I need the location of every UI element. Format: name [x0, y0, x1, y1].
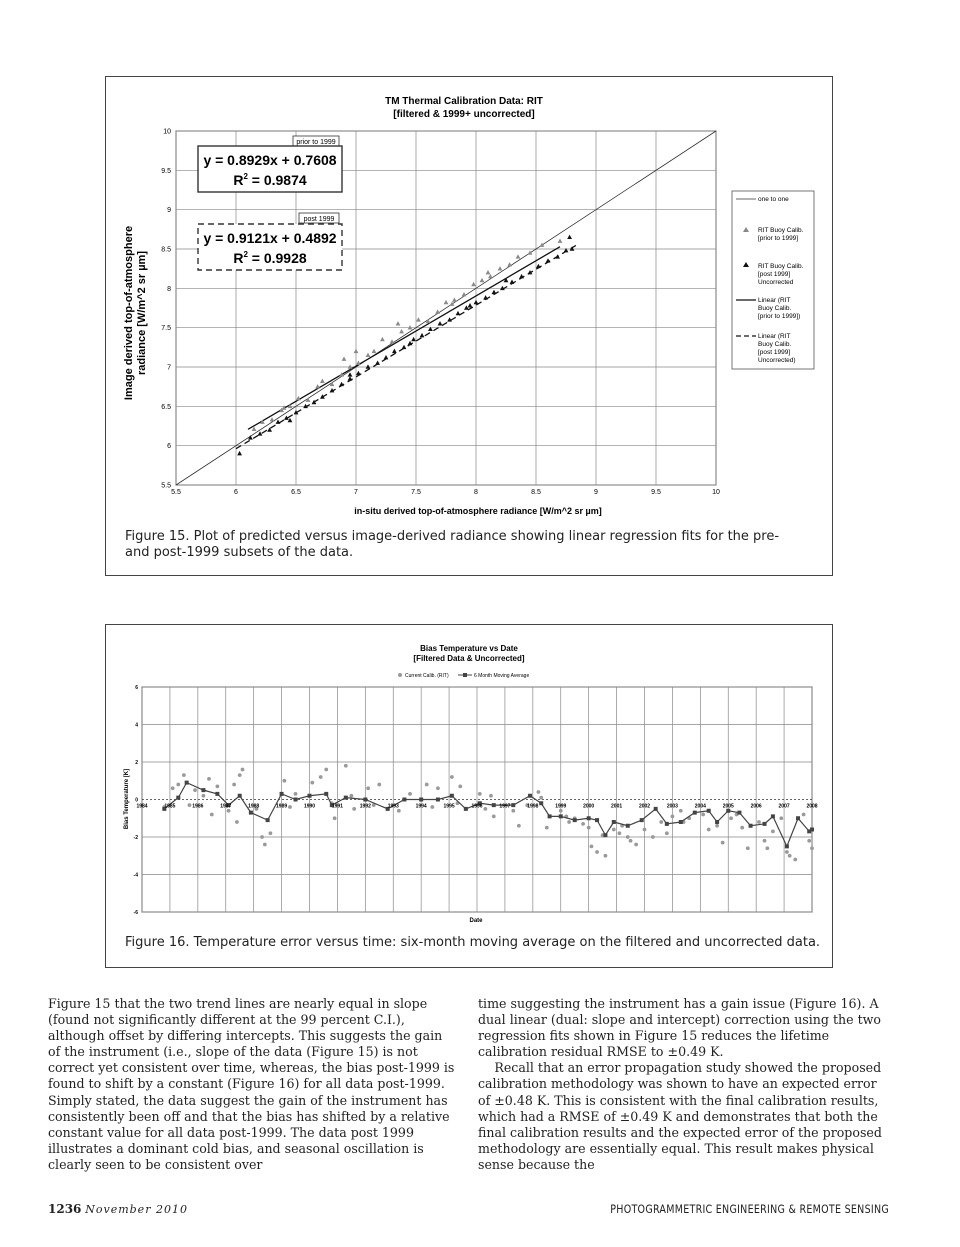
bias-point — [408, 792, 412, 796]
bias-point — [629, 839, 633, 843]
footer-page-info — [48, 1202, 188, 1216]
x-tick-label: 1985 — [164, 803, 176, 810]
bias-point — [263, 843, 267, 847]
x-tick-label: 1999 — [555, 803, 567, 810]
bias-point — [202, 794, 206, 798]
moving-average-marker — [640, 818, 644, 822]
x-tick-label: 1987 — [220, 803, 232, 810]
bias-point — [182, 773, 186, 777]
moving-average-marker — [492, 803, 496, 807]
bias-point — [210, 813, 214, 817]
eq-pre-tag: prior to 1999 — [296, 139, 336, 146]
bias-point — [651, 835, 655, 839]
bias-point — [679, 809, 683, 813]
moving-average-marker — [559, 814, 563, 818]
bias-point — [537, 790, 541, 794]
bias-point — [188, 803, 192, 807]
legend-pre-linear-l2: Buoy Calib. — [758, 305, 792, 312]
x-tick-label: 1990 — [303, 803, 316, 810]
legend-pre-linear-l1: Linear (RIT — [758, 297, 791, 304]
y-tick-label: 8 — [167, 285, 171, 293]
bias-point — [238, 773, 242, 777]
bias-point — [235, 820, 239, 824]
bias-point — [450, 775, 454, 779]
x-tick-label: 10 — [712, 489, 720, 496]
bias-point — [366, 786, 370, 790]
x-tick-label: 1996 — [471, 803, 483, 810]
y-tick-label: 10 — [163, 128, 171, 136]
moving-average-marker — [324, 792, 328, 796]
bias-point — [489, 794, 493, 798]
x-tick-label: 6.5 — [291, 489, 301, 496]
legend-post-points-l3: Uncorrected — [758, 279, 794, 286]
moving-average-marker — [185, 781, 189, 785]
moving-average-marker — [249, 811, 253, 815]
chart-calibration-scatter — [106, 77, 832, 527]
figure-16 — [105, 624, 833, 968]
y-tick-label: 2 — [135, 760, 138, 766]
moving-average-marker — [679, 820, 683, 824]
bias-point — [612, 828, 616, 832]
eq-post-equation: y = 0.9121x + 0.4892 — [203, 230, 337, 246]
moving-average-marker — [511, 803, 515, 807]
bias-point — [324, 768, 328, 772]
y-tick-label: -2 — [133, 835, 138, 841]
y-tick-label: -4 — [133, 872, 138, 879]
x-tick-label: 9.5 — [651, 489, 661, 496]
x-tick-label: 1989 — [276, 803, 288, 810]
moving-average-marker — [595, 818, 599, 822]
bias-point — [511, 809, 515, 813]
bias-point — [715, 824, 719, 828]
moving-average-marker — [612, 820, 616, 824]
x-tick-label: 7.5 — [411, 489, 421, 496]
bias-point — [458, 784, 462, 788]
bias-point — [590, 844, 594, 848]
eq-post-tag: post 1999 — [303, 216, 335, 223]
bias-point — [746, 846, 750, 850]
figure-16-caption: Figure 16. Temperature error versus time: six-month moving average on the filtered and uncorrected data. — [125, 935, 821, 950]
page-number: 1236 — [48, 1202, 82, 1216]
moving-average-marker — [402, 798, 406, 802]
chart-bias-temperature — [106, 625, 832, 930]
bias-point — [260, 835, 264, 839]
legend16-point-swatch — [398, 673, 402, 677]
x-tick-label: 9 — [594, 489, 598, 496]
y-tick-label: 5.5 — [161, 482, 171, 490]
legend-post-linear-l2: Buoy Calib. — [758, 341, 792, 348]
moving-average-marker — [665, 822, 669, 826]
y-tick-label: 7 — [167, 364, 171, 372]
legend-pre-points-l2: [prior to 1999] — [758, 235, 799, 242]
chart15-ylabel-line2: radiance [W/m^2 sr µm] — [136, 250, 148, 376]
y-tick-label: 6 — [135, 685, 138, 691]
moving-average-marker — [528, 794, 532, 798]
moving-average-marker — [715, 820, 719, 824]
bias-point — [807, 839, 811, 843]
moving-average-marker — [450, 794, 454, 798]
bias-point — [788, 854, 792, 858]
bias-point — [425, 783, 429, 787]
bias-point — [288, 805, 292, 809]
moving-average-marker — [749, 824, 753, 828]
moving-average-marker — [785, 844, 789, 848]
moving-average-marker — [215, 792, 219, 796]
x-tick-label: 7 — [354, 489, 358, 496]
moving-average-marker — [573, 818, 577, 822]
moving-average-marker — [238, 794, 242, 798]
bias-point — [232, 783, 236, 787]
bias-point — [333, 816, 337, 820]
bias-point — [310, 781, 314, 785]
x-tick-label: 1984 — [136, 803, 148, 810]
x-tick-label: 8.5 — [531, 489, 541, 496]
bias-point — [478, 792, 482, 796]
legend-post-points-l1: RIT Buoy Calib. — [758, 263, 804, 270]
bias-point — [207, 777, 211, 781]
moving-average-marker — [810, 828, 814, 832]
moving-average-marker — [266, 818, 270, 822]
legend16-average-marker — [463, 673, 467, 677]
moving-average-marker — [363, 798, 367, 802]
bias-point — [344, 764, 348, 768]
moving-average-marker — [419, 798, 423, 802]
bias-point — [215, 784, 219, 788]
bias-point — [643, 828, 647, 832]
x-tick-label: 1991 — [331, 803, 343, 810]
paragraph: Recall that an error propagation study showed the proposed calibration methodology was shown to have an expected error of ±0.48 K. This is consistent with the final calibration results, which had a RMSE of ±0.49 K and demonstrates that both the final calibration results and the expected error of the proposed methodology are essentially equal. This result makes physical sense because the — [478, 1060, 882, 1172]
x-tick-label: 1995 — [443, 803, 455, 810]
x-tick-label: 2005 — [722, 803, 734, 810]
bias-point — [517, 824, 521, 828]
moving-average-marker — [707, 809, 711, 813]
moving-average-marker — [308, 794, 312, 798]
bias-point — [757, 820, 761, 824]
x-tick-label: 2001 — [611, 803, 623, 810]
x-tick-label: 1997 — [499, 803, 511, 810]
x-tick-label: 2006 — [750, 803, 762, 810]
moving-average-marker — [176, 796, 180, 800]
y-tick-label: 8.5 — [161, 246, 171, 254]
eq-post-r2: $R^2 = 0.9928$ — [233, 250, 307, 266]
y-tick-label: 6.5 — [161, 403, 171, 411]
chart15-ylabel-line1: Image derived top-of-atmosphere — [123, 225, 135, 401]
chart16-ylabel: Bias Temperature [K] — [124, 768, 130, 830]
bias-point — [430, 805, 434, 809]
x-tick-label: 2007 — [778, 803, 790, 810]
paragraph: Figure 15 that the two trend lines are nearly equal in slope (found not significantly different at the 99 percent C.I.), although offset by differing intercepts. This suggests the gain of the instrument (i.e., slope of the data (Figure 15) is not correct yet consistent over time, whereas, the bias post-1999 is found to shift by a constant (Figure 16) for all data post-1999. Simply stated, the data suggest the gain of the instrument has consistently been off and that the bias has shifted by a relative constant value for all data post-1999. The data post 1999 illustrates a dominant cold bias, and seasonal oscillation is clearly seen to be consistent over — [48, 996, 455, 1172]
bias-point — [626, 835, 630, 839]
paragraph: time suggesting the instrument has a gain issue (Figure 16). A dual linear (dual: slope and intercept) correction using the two regression fits shown in Figure 15 reduces the lifetime calibration residual RMSE to ±0.49 K. — [478, 996, 882, 1060]
moving-average-marker — [294, 798, 298, 802]
bias-point — [810, 846, 814, 850]
bias-point — [765, 846, 769, 850]
bias-point — [785, 850, 789, 854]
moving-average-marker — [626, 824, 630, 828]
bias-point — [701, 813, 705, 817]
issue-date: November 2010 — [85, 1203, 188, 1216]
moving-average-marker — [539, 801, 543, 805]
bias-point — [802, 813, 806, 817]
bias-point — [492, 814, 496, 818]
x-tick-label: 1986 — [192, 803, 204, 810]
figure-15 — [105, 76, 833, 576]
x-tick-label: 1998 — [527, 803, 539, 810]
bias-point — [377, 783, 381, 787]
bias-point — [349, 794, 353, 798]
figure-15-caption: Figure 15. Plot of predicted versus image-derived radiance showing linear regression fits for the pre- and post-1999 subsets of the data. — [125, 529, 780, 560]
x-tick-label: 1992 — [359, 803, 371, 810]
bias-point — [595, 850, 599, 854]
moving-average-marker — [201, 788, 205, 792]
chart15-subtitle: [filtered & 1999+ uncorrected] — [393, 109, 535, 120]
legend-pre-linear-l3: [prior to 1999]) — [758, 313, 801, 320]
bias-point — [771, 829, 775, 833]
moving-average-marker — [603, 833, 607, 837]
chart16-title: Bias Temperature vs Date — [420, 644, 518, 653]
legend-post-linear-l1: Linear (RIT — [758, 333, 791, 340]
bias-point — [617, 831, 621, 835]
bias-point — [545, 826, 549, 830]
moving-average-marker — [464, 807, 468, 811]
y-tick-label: 4 — [135, 722, 138, 729]
bias-point — [665, 831, 669, 835]
chart16-xlabel: Date — [469, 918, 483, 924]
journal-name: PHOTOGRAMMETRIC ENGINEERING & REMOTE SENSING — [610, 1202, 889, 1216]
bias-point — [793, 858, 797, 862]
legend-post-points-l2: [post 1999] — [758, 271, 791, 278]
moving-average-marker — [587, 816, 591, 820]
bias-point — [587, 826, 591, 830]
moving-average-marker — [796, 816, 800, 820]
x-tick-label: 6 — [234, 489, 238, 496]
bias-point — [171, 786, 175, 790]
y-tick-label: 9.5 — [161, 167, 171, 175]
legend-post-linear-l3: [post 1999] — [758, 349, 791, 356]
x-tick-label: 2003 — [666, 803, 678, 810]
chart16-subtitle: [Filtered Data & Uncorrected] — [413, 654, 525, 663]
x-tick-label: 2000 — [583, 803, 595, 810]
bias-point — [779, 816, 783, 820]
y-tick-label: 7.5 — [161, 325, 171, 333]
bias-point — [294, 792, 298, 796]
bias-point — [193, 788, 197, 792]
bias-point — [671, 814, 675, 818]
bias-point — [436, 786, 440, 790]
moving-average-marker — [280, 792, 284, 796]
x-tick-label: 2004 — [694, 803, 706, 810]
bias-point — [241, 768, 245, 772]
bias-point — [539, 796, 543, 800]
bias-point — [483, 807, 487, 811]
legend-pre-points-l1: RIT Buoy Calib. — [758, 227, 804, 234]
bias-point — [269, 831, 273, 835]
body-column-right — [478, 996, 888, 1173]
eq-pre-equation: y = 0.8929x + 0.7608 — [203, 152, 337, 168]
y-tick-label: -6 — [133, 910, 138, 916]
moving-average-marker — [693, 811, 697, 815]
moving-average-marker — [654, 807, 658, 811]
y-tick-label: 6 — [167, 443, 171, 451]
moving-average-marker — [737, 811, 741, 815]
bias-point — [763, 839, 767, 843]
x-tick-label: 1988 — [248, 803, 260, 810]
moving-average-marker — [763, 822, 767, 826]
bias-point — [659, 820, 663, 824]
eq-pre-r2: $R^2 = 0.9874$ — [233, 172, 307, 188]
y-tick-label: 9 — [167, 207, 171, 215]
legend-post-linear-l4: Uncorrected) — [758, 357, 796, 364]
bias-point — [634, 843, 638, 847]
x-tick-label: 5.5 — [171, 489, 181, 496]
legend16-average-label: 6 Month Moving Average — [474, 673, 530, 679]
bias-point — [282, 779, 286, 783]
x-tick-label: 1994 — [415, 803, 427, 810]
body-column-left — [48, 996, 458, 1173]
chart15-xlabel: in-situ derived top-of-atmosphere radiance [W/m^2 sr µm] — [354, 506, 602, 516]
bias-point — [581, 822, 585, 826]
bias-point — [319, 775, 323, 779]
moving-average-marker — [344, 796, 348, 800]
x-tick-label: 8 — [474, 489, 478, 496]
bias-point — [352, 807, 356, 811]
legend-one-to-one-label: one to one — [758, 196, 789, 203]
bias-point — [176, 783, 180, 787]
bias-point — [740, 826, 744, 830]
bias-point — [567, 820, 571, 824]
legend16-points-label: Current Calib. (RIT) — [405, 673, 449, 679]
x-tick-label: 2002 — [638, 803, 651, 810]
chart15-title: TM Thermal Calibration Data: RIT — [385, 96, 543, 107]
moving-average-marker — [771, 814, 775, 818]
moving-average-marker — [548, 814, 552, 818]
bias-point — [604, 854, 608, 858]
bias-point — [729, 816, 733, 820]
bias-point — [721, 841, 725, 845]
y-tick-label: 0 — [135, 797, 138, 804]
moving-average-marker — [436, 798, 440, 802]
x-tick-label: 2008 — [806, 803, 818, 810]
bias-point — [707, 828, 711, 832]
x-tick-label: 1993 — [387, 803, 399, 810]
